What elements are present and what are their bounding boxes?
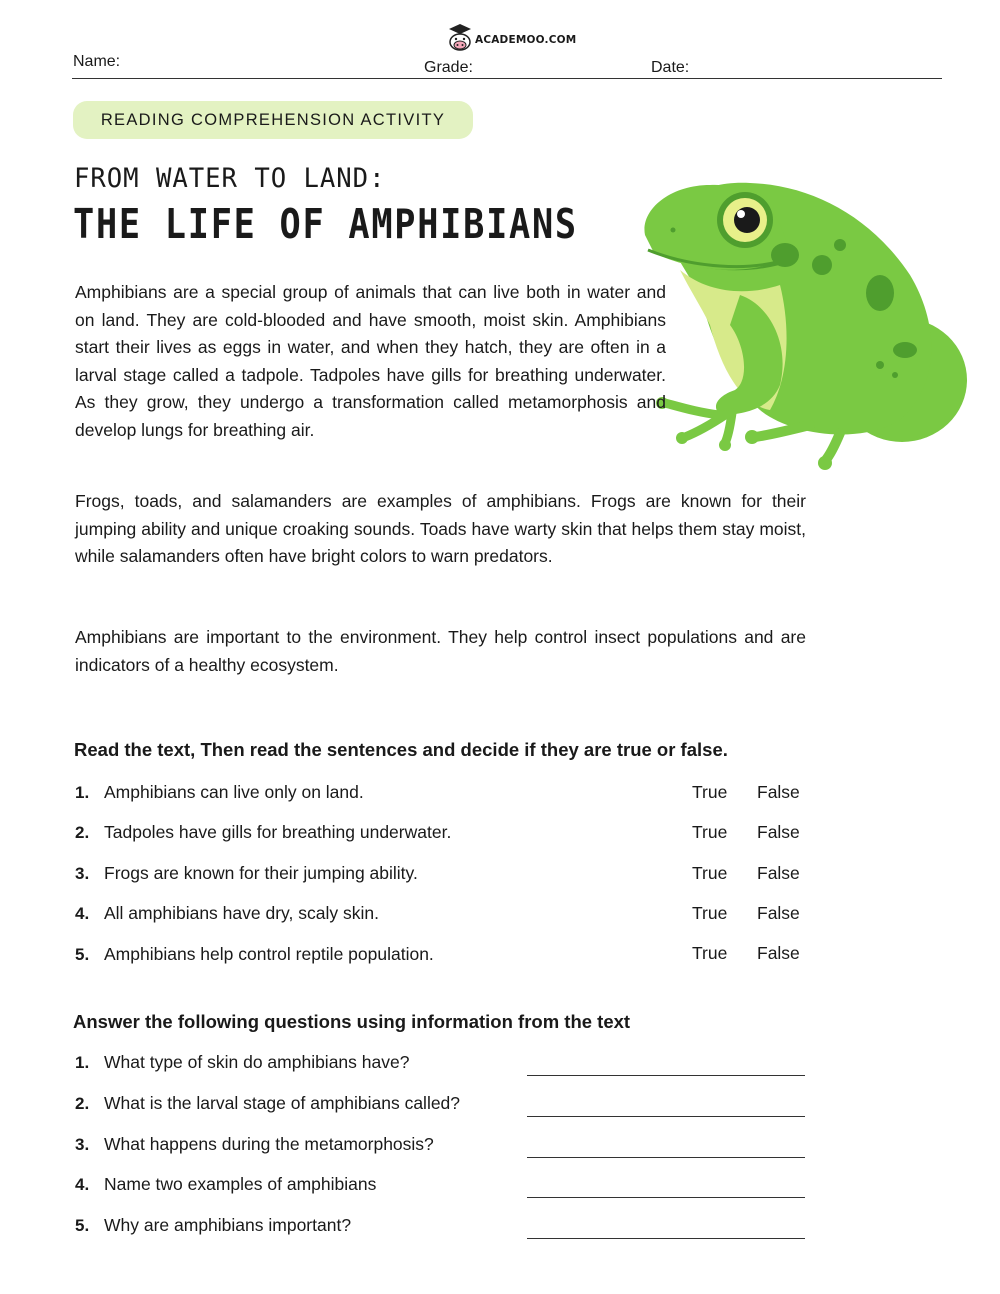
true-option[interactable]: True xyxy=(692,822,728,842)
statement-text: Tadpoles have gills for breathing underwater. xyxy=(104,822,452,842)
true-false-instruction: Read the text, Then read the sentences and decide if they are true or false. xyxy=(74,739,728,760)
false-option[interactable]: False xyxy=(757,822,800,842)
paragraph-2: Frogs, toads, and salamanders are examples of amphibians. Frogs are known for their jumping ability and unique croaking sounds. Toads have warty skin that helps them stay moist, while salamanders often have bright colors to warn predators. xyxy=(75,491,806,567)
statement-text: Amphibians can live only on land. xyxy=(104,782,364,802)
title-line-1: FROM WATER TO LAND: xyxy=(74,163,386,194)
activity-badge: READING COMPREHENSION ACTIVITY xyxy=(73,101,473,139)
answer-line[interactable] xyxy=(527,1075,805,1076)
true-option[interactable]: True xyxy=(692,782,728,802)
false-option[interactable]: False xyxy=(757,782,800,802)
item-number: 3. xyxy=(75,864,90,883)
true-option[interactable]: True xyxy=(692,863,728,883)
name-label: Name: xyxy=(73,53,121,70)
answer-line[interactable] xyxy=(527,1157,805,1158)
questions-instruction: Answer the following questions using information from the text xyxy=(73,1011,631,1032)
logo-text: ACADEMOO.COM xyxy=(475,34,577,46)
false-option[interactable]: False xyxy=(757,903,800,923)
question-text: What is the larval stage of amphibians called? xyxy=(104,1093,461,1113)
item-number: 3. xyxy=(75,1135,90,1154)
item-number: 2. xyxy=(75,823,90,842)
date-label: Date: xyxy=(651,59,690,76)
statement-text: Frogs are known for their jumping ability. xyxy=(104,863,418,883)
question-text: What happens during the metamorphosis? xyxy=(104,1134,434,1154)
question-text: Why are amphibians important? xyxy=(104,1215,352,1235)
answer-line[interactable] xyxy=(527,1197,805,1198)
item-number: 5. xyxy=(75,945,90,964)
answer-line[interactable] xyxy=(527,1116,805,1117)
frog-icon xyxy=(640,175,970,470)
item-number: 4. xyxy=(75,1175,90,1194)
item-number: 5. xyxy=(75,1216,90,1235)
cow-graduate-icon xyxy=(447,22,473,52)
item-number: 1. xyxy=(75,1053,90,1072)
false-option[interactable]: False xyxy=(757,863,800,883)
title-line-2: THE LIFE OF AMPHIBIANS xyxy=(73,200,578,248)
item-number: 4. xyxy=(75,904,90,923)
statement-text: Amphibians help control reptile population. xyxy=(104,944,434,964)
item-number: 1. xyxy=(75,783,90,802)
academoo-logo xyxy=(447,22,577,54)
true-option[interactable]: True xyxy=(692,903,728,923)
paragraph-1: Amphibians are a special group of animals that can live both in water and on land. They are cold-blooded and have smooth, moist skin. Amphibians start their lives as eggs in water, and when they hatch, they are often in a larval stage called a tadpole. Tadpoles have gills for breathing underwater. As they grow, they undergo a transformation called metamorphosis and develop lungs for breathing air. xyxy=(75,282,666,440)
question-text: Name two examples of amphibians xyxy=(104,1174,377,1194)
false-option[interactable]: False xyxy=(757,943,800,963)
question-text: What type of skin do amphibians have? xyxy=(104,1052,410,1072)
paragraph-3: Amphibians are important to the environment. They help control insect populations and are indicators of a healthy ecosystem. xyxy=(75,627,806,675)
statement-text: All amphibians have dry, scaly skin. xyxy=(104,903,379,923)
true-option[interactable]: True xyxy=(692,943,728,963)
answer-line[interactable] xyxy=(527,1238,805,1239)
item-number: 2. xyxy=(75,1094,90,1113)
header-rule xyxy=(72,78,942,79)
grade-label: Grade: xyxy=(424,59,473,76)
